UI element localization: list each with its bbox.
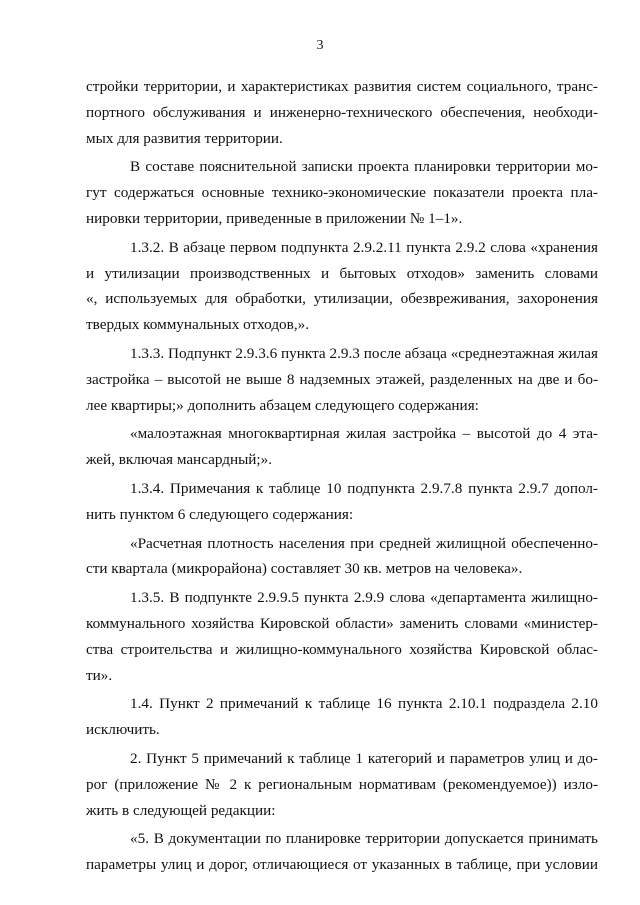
text-line: «малоэтажная многоквартирная жилая застройка – высотой до 4 эта-	[130, 425, 598, 443]
text-line: В составе пояснительной записки проекта планировки территории мо-	[130, 158, 598, 176]
text-line: сти квартала (микрорайона) составляет 30 кв. метров на человека».	[86, 560, 523, 578]
text-line: 1.3.5. В подпункте 2.9.9.5 пункта 2.9.9 слова «департамента жилищно-	[130, 589, 598, 607]
text-line: нить пунктом 6 следующего содержания:	[86, 505, 354, 523]
paragraph-8	[86, 585, 598, 688]
paragraph-6	[86, 476, 598, 528]
paragraph-11	[86, 826, 598, 878]
document-body	[86, 74, 598, 878]
paragraph-1	[86, 74, 598, 151]
paragraph-4	[86, 341, 598, 418]
text-line: рог (приложение № 2 к региональным нормативам (рекомендуемое)) изло-	[86, 775, 598, 793]
paragraph-2	[86, 154, 598, 231]
paragraph-10	[86, 746, 598, 823]
text-line: твердых коммунальных отходов,».	[86, 316, 310, 334]
paragraph-7	[86, 531, 598, 583]
text-line: мых для развития территории.	[86, 129, 283, 147]
text-line: ства строительства и жилищно-коммунального хозяйства Кировской облас-	[86, 640, 598, 658]
text-line: 1.3.3. Подпункт 2.9.3.6 пункта 2.9.3 после абзаца «среднеэтажная жилая	[130, 344, 598, 362]
text-line: «5. В документации по планировке территории допускается принимать	[130, 830, 598, 848]
text-line: лее квартиры;» дополнить абзацем следующего содержания:	[86, 396, 479, 414]
text-line: ти».	[86, 666, 113, 684]
text-line: гут содержаться основные технико-экономические показатели проекта пла-	[86, 184, 598, 202]
text-line: коммунального хозяйства Кировской области» заменить словами «министер-	[86, 614, 598, 632]
page-number: 3	[316, 38, 324, 53]
text-line: нировки территории, приведенные в приложении № 1–1».	[86, 209, 463, 227]
paragraph-3	[86, 235, 598, 338]
text-line: стройки территории, и характеристиках развития систем социального, транс-	[86, 78, 598, 95]
paragraph-9	[86, 691, 598, 743]
text-line: исключить.	[86, 721, 160, 739]
text-line: жить в следующей редакции:	[86, 801, 276, 819]
text-line: и утилизации производственных и бытовых отходов» заменить словами	[86, 264, 598, 282]
text-line: жей, включая мансардный;».	[86, 451, 273, 469]
text-line: «, используемых для обработки, утилизации, обезвреживания, захоронения	[86, 290, 598, 308]
text-line: 2. Пункт 5 примечаний к таблице 1 категорий и параметров улиц и до-	[130, 749, 598, 767]
text-line: портного обслуживания и инженерно-технического обеспечения, необходи-	[86, 103, 598, 121]
text-line: параметры улиц и дорог, отличающиеся от указанных в таблице, при условии	[86, 856, 598, 874]
text-line: 1.3.2. В абзаце первом подпункта 2.9.2.11 пункта 2.9.2 слова «хранения	[130, 238, 598, 256]
text-line: «Расчетная плотность населения при средней жилищной обеспеченно-	[130, 534, 598, 552]
text-line: застройка – высотой не выше 8 надземных этажей, разделенных на две и бо-	[86, 370, 598, 388]
paragraph-5	[86, 421, 598, 473]
text-line: 1.3.4. Примечания к таблице 10 подпункта 2.9.7.8 пункта 2.9.7 допол-	[130, 479, 598, 497]
text-line: 1.4. Пункт 2 примечаний к таблице 16 пункта 2.10.1 подраздела 2.10	[130, 695, 598, 713]
